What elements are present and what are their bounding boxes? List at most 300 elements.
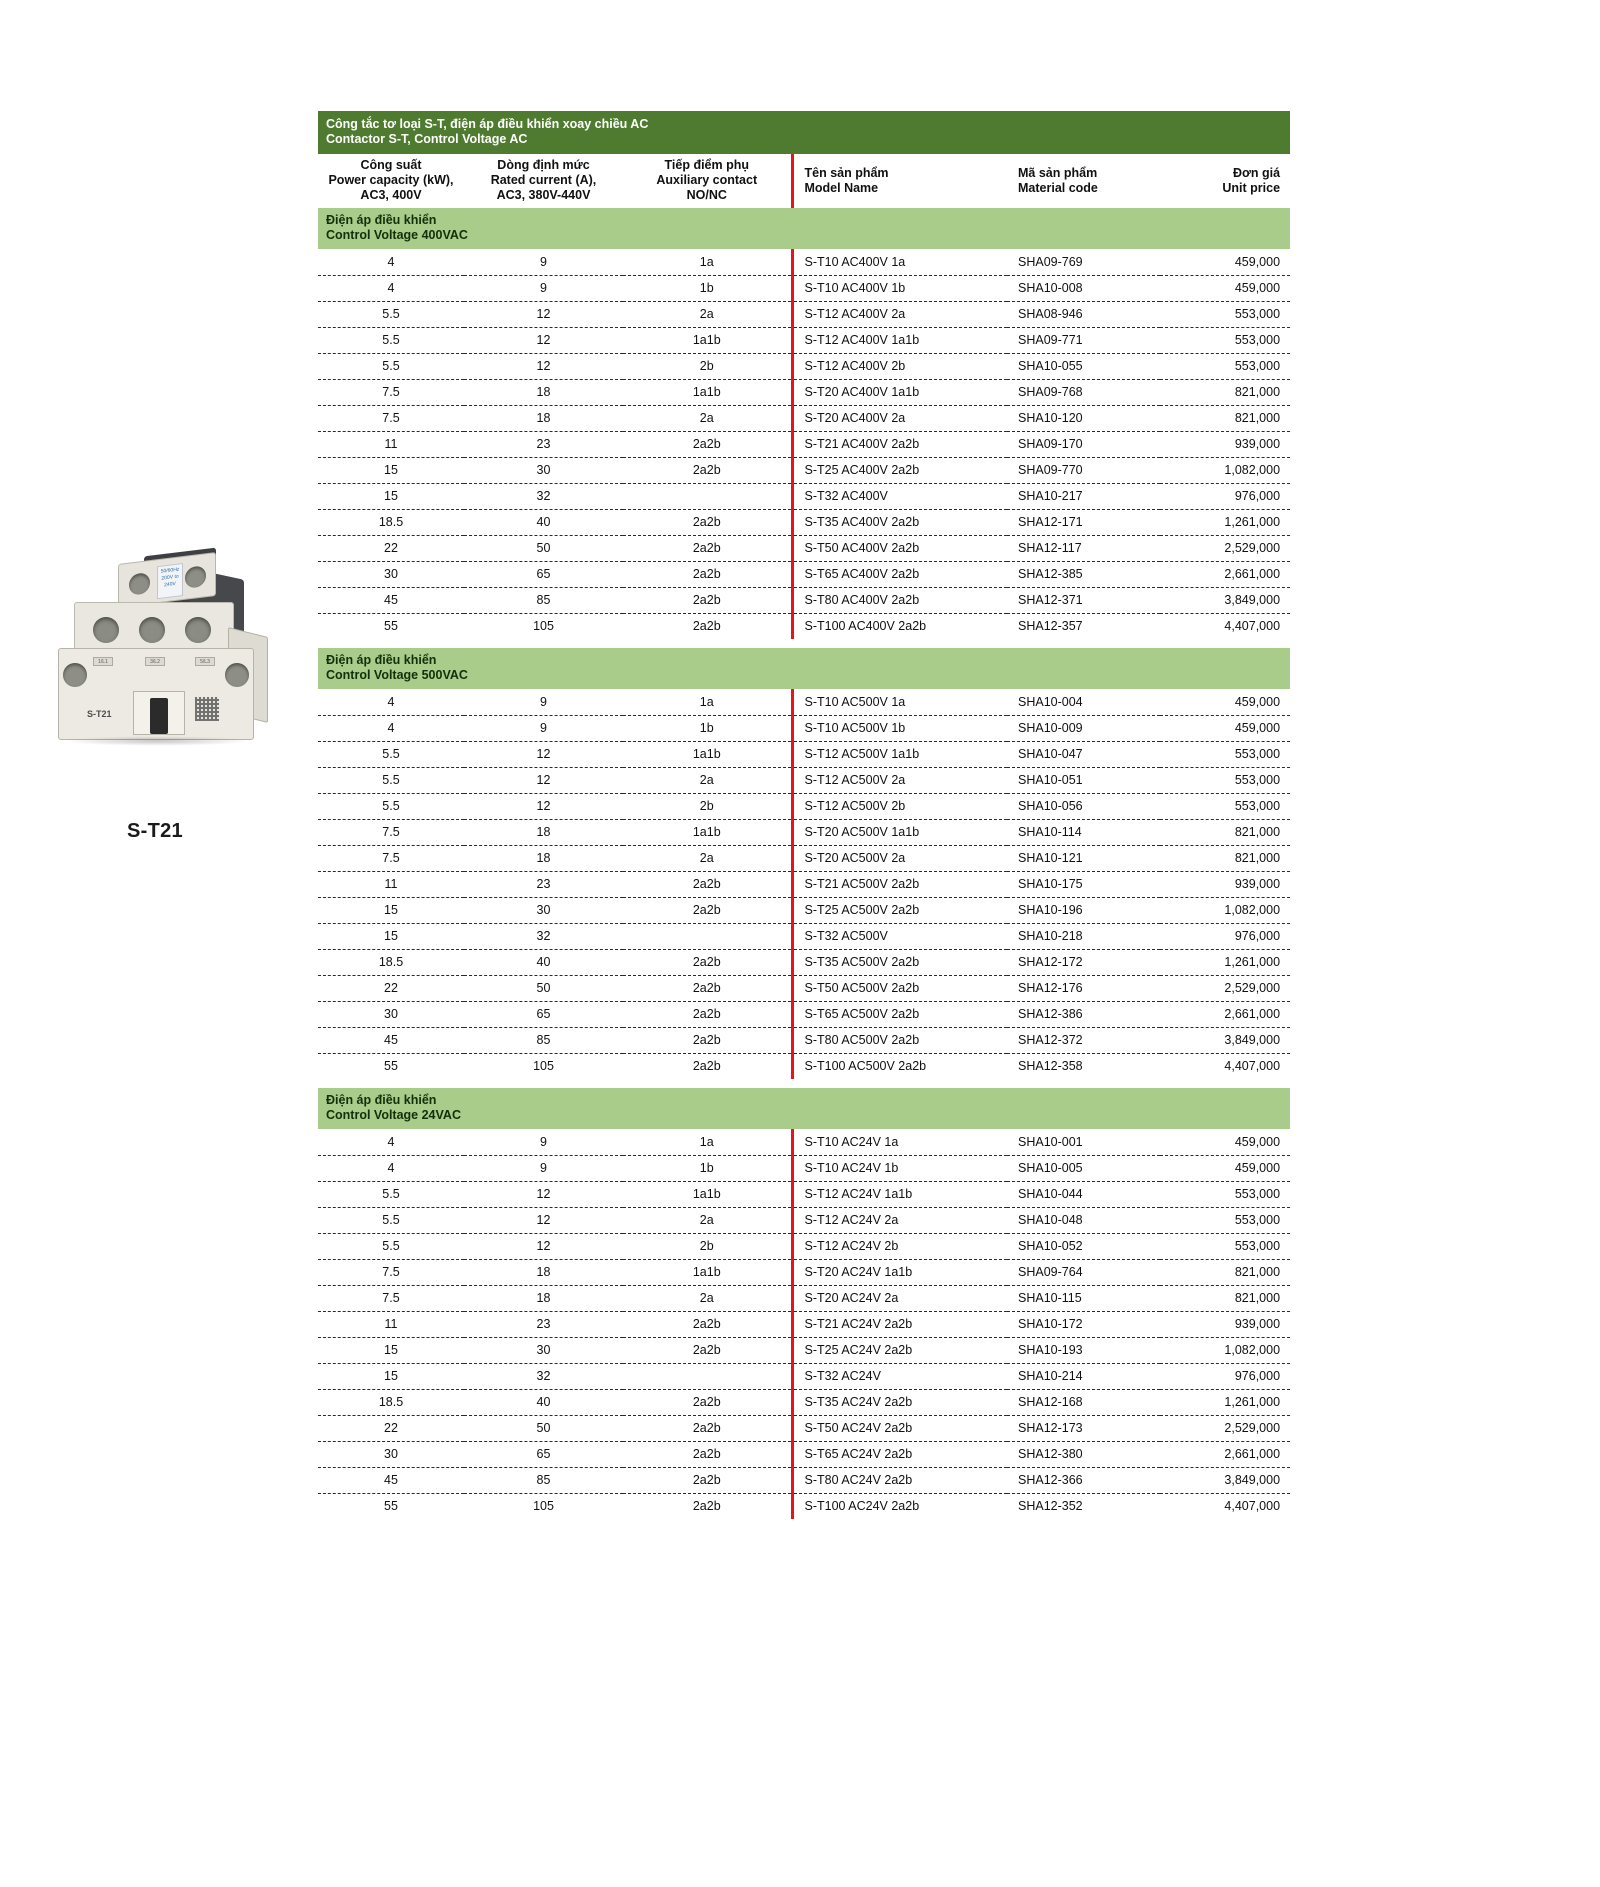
section-spacer [318,639,1290,648]
table-row[interactable] [318,1207,1290,1233]
cell-material-code: SHA12-352 [1018,1499,1083,1514]
cell-power-capacity: 7.5 [318,1259,464,1285]
cell-material-code: SHA09-769 [1007,249,1160,275]
colhead-en: Rated current (A), [490,173,597,187]
table-row[interactable] [318,1389,1290,1415]
colhead-en: Power capacity (kW), [328,173,454,187]
table-row[interactable] [318,819,1290,845]
cell-auxiliary-contact: 1a1b [623,819,792,845]
cell-rated-current: 9 [464,275,623,301]
cell-power-capacity: 15 [318,1363,464,1389]
body-model-text: S-T21 [87,709,112,719]
cell-material-code: SHA12-371 [1007,587,1160,613]
price-table-body [318,111,1290,1519]
cell-model-name: S-T12 AC500V 1a1b [792,741,1007,767]
cell-power-capacity: 15 [318,1337,464,1363]
cell-auxiliary-contact: 1b [623,275,792,301]
section-spacer-cell [318,1079,1290,1088]
table-row[interactable] [318,949,1290,975]
cell-auxiliary-contact: 2a [623,1207,792,1233]
cell-rated-current: 32 [464,923,623,949]
cell-power-capacity: 22 [318,975,464,1001]
cell-model-name: S-T21 AC400V 2a2b [792,431,1007,457]
table-row[interactable] [318,587,1290,613]
section-subheader-vi: Điện áp điều khiển [326,653,437,667]
contactor-front-body [58,648,254,740]
cell-unit-price: 821,000 [1160,1259,1290,1285]
cell-power-capacity: 5.5 [318,327,464,353]
cell-power-capacity: 5.5 [318,1207,464,1233]
cell-material-code: SHA12-117 [1007,535,1160,561]
cell-power-capacity: 5.5 [318,1181,464,1207]
terminal-marking-l2: 3/L2 [145,657,165,666]
cell-model-name: S-T10 AC24V 1a [792,1129,1007,1155]
table-row[interactable] [318,845,1290,871]
cell-rated-current: 12 [464,353,623,379]
coil-terminal-hole [185,565,206,589]
column-header-unit-price [1160,154,1290,208]
cell-power-capacity: 5.5 [318,741,464,767]
cell-model-name: S-T20 AC500V 2a [792,845,1007,871]
cell-material-code: SHA12-172 [1007,949,1160,975]
cell-unit-price: 2,661,000 [1160,1001,1290,1027]
cell-rated-current: 65 [464,1001,623,1027]
colhead-vi: Tiếp điểm phụ [664,158,749,172]
cell-unit-price: 553,000 [1160,353,1290,379]
cell-auxiliary-contact: 2a2b [623,1311,792,1337]
cell-auxiliary-contact: 1a1b [623,1259,792,1285]
table-row[interactable] [318,1027,1290,1053]
cell-model-name: S-T35 AC500V 2a2b [792,949,1007,975]
table-row[interactable] [318,405,1290,431]
table-row[interactable] [318,741,1290,767]
table-row[interactable] [318,1129,1290,1155]
cell-unit-price: 1,261,000 [1160,1389,1290,1415]
cell-material-code: SHA10-121 [1007,845,1160,871]
cell-auxiliary-contact: 2a2b [623,1389,792,1415]
cell-material-code: SHA10-218 [1007,923,1160,949]
table-row[interactable] [318,1441,1290,1467]
cell-unit-price: 459,000 [1160,1129,1290,1155]
table-row[interactable] [318,327,1290,353]
cell-unit-price: 1,261,000 [1160,949,1290,975]
cell-auxiliary-contact: 2a2b [623,457,792,483]
cell-material-code: SHA12-385 [1007,561,1160,587]
cell-rated-current: 9 [464,1155,623,1181]
cell-material-code: SHA12-173 [1007,1415,1160,1441]
table-row[interactable] [318,353,1290,379]
cell-power-capacity: 5.5 [318,767,464,793]
cell-unit-price: 553,000 [1160,1181,1290,1207]
cell-rated-current: 50 [464,1415,623,1441]
cell-auxiliary-contact: 2a2b [623,897,792,923]
table-row[interactable] [318,535,1290,561]
table-row[interactable] [318,1001,1290,1027]
cell-auxiliary-contact: 1a1b [623,379,792,405]
table-row[interactable] [318,249,1290,275]
power-terminal-hole [139,617,165,643]
table-row[interactable] [318,1311,1290,1337]
cell-material-code: SHA09-764 [1007,1259,1160,1285]
cell-unit-price: 821,000 [1160,845,1290,871]
contactor-upper-terminals [74,602,234,654]
cell-power-capacity: 18.5 [318,1389,464,1415]
cell-rated-current: 18 [464,1259,623,1285]
price-table [318,111,1290,1519]
cell-rated-current: 9 [464,249,623,275]
cell-material-code: SHA10-004 [1007,689,1160,715]
cell-rated-current: 12 [464,1207,623,1233]
cell-auxiliary-contact [623,923,792,949]
table-row[interactable] [318,689,1290,715]
power-terminal-hole [93,617,119,643]
cell-unit-price: 821,000 [1160,819,1290,845]
cell-model-name: S-T25 AC24V 2a2b [792,1337,1007,1363]
cell-power-capacity: 55 [384,1499,398,1514]
cell-material-code: SHA10-193 [1007,1337,1160,1363]
cell-power-capacity: 7.5 [318,1285,464,1311]
section-spacer-cell [318,639,1290,648]
cell-unit-price: 1,261,000 [1160,509,1290,535]
table-row[interactable] [318,1259,1290,1285]
colhead-vi: Tên sản phẩm [804,165,889,180]
cell-model-name: S-T12 AC500V 2a [792,767,1007,793]
cell-model-name: S-T21 AC24V 2a2b [792,1311,1007,1337]
cell-auxiliary-contact: 2a2b [623,535,792,561]
cell-material-code: SHA10-044 [1007,1181,1160,1207]
column-header-material-code [1007,154,1160,208]
cell-model-name: S-T50 AC24V 2a2b [792,1415,1007,1441]
section-subheader [318,1088,1290,1129]
colhead-vi: Dòng định mức [497,158,590,172]
cell-model-name: S-T10 AC400V 1b [792,275,1007,301]
cell-model-name: S-T21 AC500V 2a2b [792,871,1007,897]
table-row[interactable] [318,431,1290,457]
cell-auxiliary-contact: 2b [623,353,792,379]
cell-unit-price: 553,000 [1160,741,1290,767]
cell-power-capacity: 5.5 [318,301,464,327]
cell-model-name: S-T12 AC400V 1a1b [792,327,1007,353]
cell-power-capacity: 5.5 [318,353,464,379]
terminal-marking-l1: 1/L1 [93,657,113,666]
cell-auxiliary-contact: 2b [623,1233,792,1259]
cell-unit-price: 976,000 [1160,483,1290,509]
cell-model-name: S-T12 AC24V 2a [792,1207,1007,1233]
cell-auxiliary-contact: 2a2b [623,1467,792,1493]
cell-unit-price: 2,529,000 [1160,975,1290,1001]
cell-rated-current: 18 [464,1285,623,1311]
cell-material-code: SHA10-172 [1007,1311,1160,1337]
table-row[interactable] [318,767,1290,793]
section-subheader [318,648,1290,689]
cell-rated-current: 12 [464,741,623,767]
section-subheader-cell [318,1088,1290,1129]
cell-material-code: SHA10-008 [1007,275,1160,301]
cell-power-capacity: 15 [318,457,464,483]
cell-rated-current: 18 [464,845,623,871]
cell-model-name: S-T12 AC400V 2b [792,353,1007,379]
cell-unit-price: 459,000 [1160,275,1290,301]
product-caption: S-T21 [127,820,183,842]
cell-material-code: SHA10-114 [1007,819,1160,845]
cell-rated-current: 12 [464,767,623,793]
cell-unit-price: 821,000 [1160,405,1290,431]
table-row[interactable] [318,1363,1290,1389]
colhead-vi: Mã sản phẩm [1018,165,1098,180]
table-title-en: Contactor S-T, Control Voltage AC [326,132,528,146]
cell-unit-price: 459,000 [1160,1155,1290,1181]
coil-terminal-hole [129,572,150,596]
cell-model-name: S-T32 AC500V [792,923,1007,949]
cell-rated-current: 85 [464,1467,623,1493]
cell-unit-price: 821,000 [1160,379,1290,405]
cell-unit-price: 553,000 [1160,767,1290,793]
column-header-model-name [792,154,1007,208]
cell-model-name: S-T32 AC400V [792,483,1007,509]
cell-unit-price: 553,000 [1160,1233,1290,1259]
cell-power-capacity: 4 [318,249,464,275]
table-row[interactable] [318,301,1290,327]
cell-unit-price: 976,000 [1160,923,1290,949]
cell-power-capacity: 18.5 [318,949,464,975]
cell-material-code: SHA12-386 [1007,1001,1160,1027]
cell-power-capacity: 11 [318,871,464,897]
cell-material-code: SHA09-771 [1007,327,1160,353]
cell-auxiliary-contact: 2a2b [623,587,792,613]
cell-model-name: S-T80 AC400V 2a2b [792,587,1007,613]
table-row[interactable] [318,975,1290,1001]
table-row[interactable] [318,1155,1290,1181]
table-row[interactable] [318,897,1290,923]
table-row[interactable] [318,509,1290,535]
cell-rated-current: 32 [464,1363,623,1389]
cell-auxiliary-contact: 1a1b [623,327,792,353]
cell-auxiliary-contact: 1b [623,715,792,741]
colhead-en2: AC3, 400V [360,188,422,202]
cell-unit-price: 459,000 [1160,715,1290,741]
cell-unit-price: 553,000 [1160,1207,1290,1233]
cell-material-code: SHA10-051 [1007,767,1160,793]
cell-power-capacity: 22 [318,1415,464,1441]
cell-material-code: SHA10-048 [1007,1207,1160,1233]
cell-power-capacity: 7.5 [318,819,464,845]
table-row[interactable] [318,561,1290,587]
cell-unit-price: 553,000 [1160,793,1290,819]
cell-power-capacity: 45 [318,587,464,613]
cell-power-capacity: 15 [318,923,464,949]
cell-power-capacity: 4 [318,275,464,301]
table-row[interactable] [318,1053,1290,1079]
table-row[interactable] [318,1337,1290,1363]
cell-rated-current: 85 [464,587,623,613]
table-row[interactable] [318,1415,1290,1441]
cell-power-capacity: 55 [384,1059,398,1074]
cell-auxiliary-contact: 2a2b [692,1499,721,1514]
cell-material-code: SHA12-366 [1007,1467,1160,1493]
cell-model-name: S-T80 AC500V 2a2b [792,1027,1007,1053]
column-header-auxiliary-contact [623,154,792,208]
cell-auxiliary-contact: 2b [623,793,792,819]
cell-power-capacity: 7.5 [318,379,464,405]
cell-power-capacity: 11 [318,431,464,457]
cell-rated-current: 23 [464,431,623,457]
cell-power-capacity: 22 [318,535,464,561]
cell-material-code: SHA12-171 [1007,509,1160,535]
cell-power-capacity: 15 [318,483,464,509]
table-row[interactable] [318,379,1290,405]
cell-auxiliary-contact: 2a [623,1285,792,1311]
cell-auxiliary-contact [623,1363,792,1389]
table-row[interactable] [318,793,1290,819]
table-row[interactable] [318,457,1290,483]
cell-rated-current: 12 [464,327,623,353]
cell-power-capacity: 11 [318,1311,464,1337]
cell-auxiliary-contact: 2a [623,405,792,431]
cell-rated-current: 18 [464,379,623,405]
manual-operation-lever [133,691,185,735]
coil-voltage-label: 50/60Hz 200V to 240V [157,563,183,599]
cell-model-name: S-T32 AC24V [792,1363,1007,1389]
table-row[interactable] [318,871,1290,897]
colhead-en: Auxiliary contact [656,173,758,187]
cell-power-capacity: 7.5 [318,405,464,431]
price-table-container [318,111,1290,1519]
cell-rated-current: 40 [464,509,623,535]
section-subheader-vi: Điện áp điều khiển [326,213,437,227]
cell-material-code: SHA09-768 [1007,379,1160,405]
cell-model-name: S-T20 AC400V 1a1b [792,379,1007,405]
cell-model-name: S-T20 AC24V 1a1b [792,1259,1007,1285]
cell-material-code: SHA10-055 [1007,353,1160,379]
cell-auxiliary-contact: 2a2b [623,1415,792,1441]
table-title-vi: Công tắc tơ loại S-T, điện áp điều khiển xoay chiều AC [326,117,649,131]
cell-model-name: S-T65 AC24V 2a2b [792,1441,1007,1467]
cell-power-capacity: 30 [318,1441,464,1467]
cell-power-capacity: 4 [318,715,464,741]
table-row[interactable] [318,1181,1290,1207]
cell-material-code: SHA12-358 [1018,1059,1083,1074]
table-row[interactable] [318,613,1290,639]
cell-model-name: S-T25 AC500V 2a2b [792,897,1007,923]
cell-material-code: SHA12-372 [1007,1027,1160,1053]
cell-power-capacity: 18.5 [318,509,464,535]
cell-rated-current: 32 [464,483,623,509]
cell-material-code: SHA10-052 [1007,1233,1160,1259]
cell-rated-current: 50 [464,535,623,561]
table-row[interactable] [318,1493,1290,1519]
cell-unit-price: 3,849,000 [1160,1027,1290,1053]
cell-unit-price: 2,529,000 [1160,1415,1290,1441]
cell-material-code: SHA10-009 [1007,715,1160,741]
section-subheader-cell [318,648,1290,689]
section-subheader-en: Control Voltage 500VAC [326,668,468,682]
cell-model-name: S-T20 AC24V 2a [792,1285,1007,1311]
cell-unit-price: 821,000 [1160,1285,1290,1311]
cell-unit-price: 553,000 [1160,327,1290,353]
cell-rated-current: 23 [464,1311,623,1337]
cell-material-code: SHA10-115 [1007,1285,1160,1311]
cell-auxiliary-contact [623,483,792,509]
cell-auxiliary-contact: 1a1b [623,1181,792,1207]
cell-rated-current: 12 [464,793,623,819]
cell-rated-current: 30 [464,457,623,483]
cell-auxiliary-contact: 2a2b [623,871,792,897]
cell-rated-current: 105 [533,619,554,634]
cell-auxiliary-contact: 2a2b [623,561,792,587]
cell-unit-price: 4,407,000 [1224,1499,1281,1514]
cell-unit-price: 1,082,000 [1160,1337,1290,1363]
cell-rated-current: 30 [464,1337,623,1363]
cell-material-code: SHA09-170 [1007,431,1160,457]
colhead-vi: Công suất [360,158,422,172]
cell-auxiliary-contact: 2a2b [692,619,721,634]
cell-unit-price: 939,000 [1160,431,1290,457]
cell-rated-current: 85 [464,1027,623,1053]
cell-auxiliary-contact: 2a2b [623,1001,792,1027]
table-row[interactable] [318,923,1290,949]
cell-auxiliary-contact: 2a [623,767,792,793]
cell-rated-current: 30 [464,897,623,923]
cell-unit-price: 939,000 [1160,1311,1290,1337]
table-row[interactable] [318,1285,1290,1311]
cell-rated-current: 40 [464,949,623,975]
table-row[interactable] [318,1467,1290,1493]
photo-shadow [64,736,250,746]
cell-material-code: SHA10-196 [1007,897,1160,923]
cell-auxiliary-contact: 2a2b [623,949,792,975]
mounting-hole [225,663,249,687]
cell-auxiliary-contact: 2a [623,301,792,327]
cell-rated-current: 40 [464,1389,623,1415]
cell-model-name: S-T10 AC24V 1b [792,1155,1007,1181]
cell-auxiliary-contact: 1b [623,1155,792,1181]
cell-model-name: S-T35 AC24V 2a2b [792,1389,1007,1415]
cell-rated-current: 9 [464,715,623,741]
cell-power-capacity: 30 [318,561,464,587]
table-row[interactable] [318,1233,1290,1259]
cell-power-capacity: 5.5 [318,793,464,819]
cell-rated-current: 18 [464,405,623,431]
cell-model-name: S-T10 AC500V 1b [792,715,1007,741]
cell-rated-current: 65 [464,561,623,587]
colhead-vi: Đơn giá [1232,165,1281,180]
table-row[interactable] [318,715,1290,741]
cell-rated-current: 9 [464,689,623,715]
power-terminal-hole [185,617,211,643]
cell-auxiliary-contact: 1a [623,249,792,275]
table-row[interactable] [318,275,1290,301]
cell-model-name: S-T50 AC500V 2a2b [792,975,1007,1001]
cell-power-capacity: 4 [318,1155,464,1181]
cell-model-name: S-T100 AC500V 2a2b [792,1053,1007,1079]
cell-model-name: S-T65 AC500V 2a2b [792,1001,1007,1027]
colhead-en: Material code [1018,180,1098,195]
cell-model-name: S-T80 AC24V 2a2b [792,1467,1007,1493]
cell-model-name: S-T12 AC24V 2b [792,1233,1007,1259]
cell-material-code: SHA12-380 [1007,1441,1160,1467]
cell-model-name: S-T35 AC400V 2a2b [792,509,1007,535]
cell-unit-price: 4,407,000 [1224,619,1281,634]
cell-model-name: S-T10 AC500V 1a [792,689,1007,715]
cell-power-capacity: 15 [318,897,464,923]
cell-auxiliary-contact: 2a2b [623,509,792,535]
colhead-en2: NO/NC [686,188,727,202]
cell-unit-price: 3,849,000 [1160,1467,1290,1493]
cell-material-code: SHA10-005 [1007,1155,1160,1181]
section-subheader [318,208,1290,249]
table-row[interactable] [318,483,1290,509]
colhead-en2: AC3, 380V-440V [496,188,591,202]
